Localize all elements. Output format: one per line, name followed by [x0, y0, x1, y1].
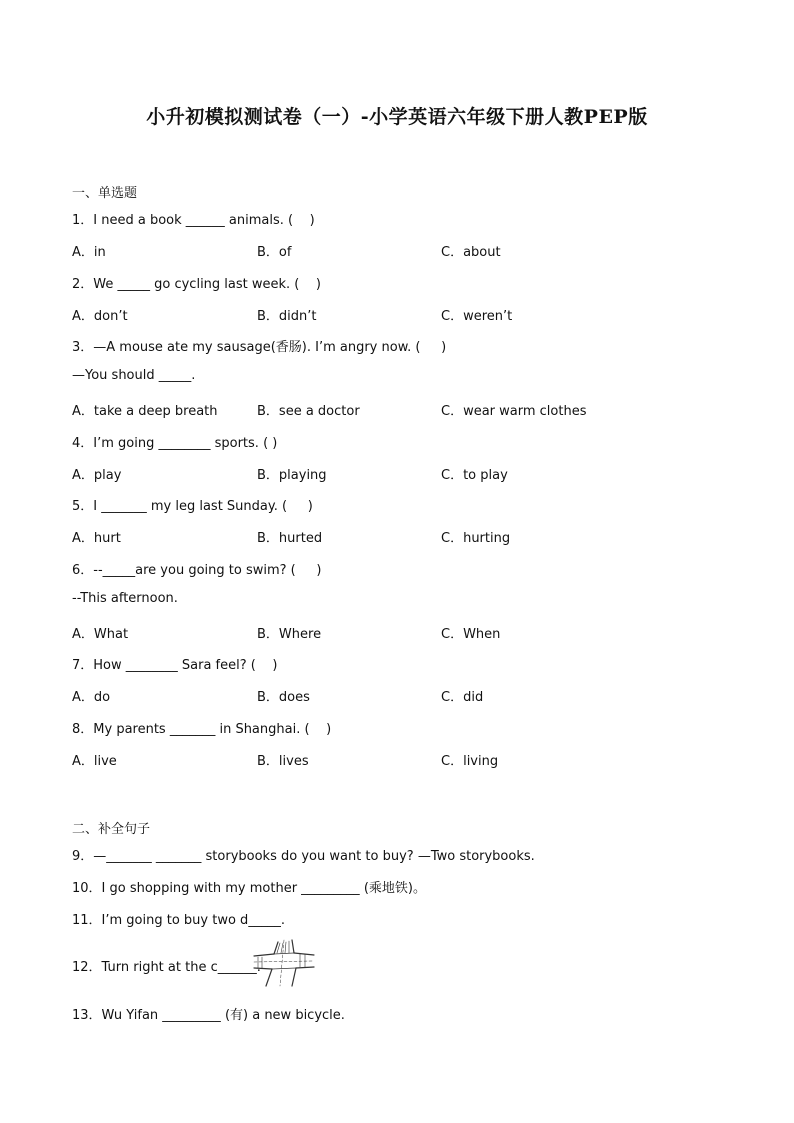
question-10: 10．I go shopping with my mother _________ (乘地铁)。: [72, 881, 426, 896]
q8-option-b: B．lives: [257, 754, 309, 769]
question-9: 9．—_______ _______ storybooks do you want to buy? —Two storybooks.: [72, 849, 535, 864]
question-11: 11．I’m going to buy two d_____.: [72, 913, 285, 928]
question-12: 12．Turn right at the c______.: [72, 960, 261, 975]
q7-option-a: A．do: [72, 690, 111, 705]
question-6: 6．--_____are you going to swim? ( ): [72, 563, 322, 578]
q4-option-c: C．to play: [441, 468, 508, 483]
q4-option-b: B．playing: [257, 468, 327, 483]
question-3-response: —You should _____.: [72, 368, 196, 383]
q5-option-b: B．hurted: [257, 531, 323, 546]
question-2: 2．We _____ go cycling last week. ( ): [72, 277, 321, 292]
page-title: 小升初模拟测试卷（一）-小学英语六年级下册人教PEP版: [146, 106, 648, 128]
question-7: 7．How ________ Sara feel? ( ): [72, 658, 278, 673]
q1-option-c: C．about: [441, 245, 501, 260]
q1-option-a: A．in: [72, 245, 106, 260]
question-13: 13．Wu Yifan _________ (有) a new bicycle.: [72, 1008, 345, 1023]
q6-option-c: C．When: [441, 627, 501, 642]
q3-option-b: B．see a doctor: [257, 404, 360, 419]
question-6-response: --This afternoon.: [72, 591, 178, 606]
q5-option-c: C．hurting: [441, 531, 511, 546]
q4-option-a: A．play: [72, 468, 122, 483]
q7-option-c: C．did: [441, 690, 484, 705]
question-4: 4．I’m going ________ sports. ( ): [72, 436, 278, 451]
q8-option-c: C．living: [441, 754, 499, 769]
q3-option-a: A．take a deep breath: [72, 404, 218, 419]
q7-option-b: B．does: [257, 690, 310, 705]
section-heading-single-choice: 一、单选题: [72, 186, 138, 201]
q2-option-a: A．don’t: [72, 309, 128, 324]
question-1: 1．I need a book ______ animals. ( ): [72, 213, 315, 228]
q2-option-b: B．didn’t: [257, 309, 317, 324]
question-5: 5．I _______ my leg last Sunday. ( ): [72, 499, 313, 514]
q2-option-c: C．weren’t: [441, 309, 513, 324]
question-3: 3．—A mouse ate my sausage(香肠). I’m angry now. ( ): [72, 340, 447, 355]
crossroads-picture: [252, 938, 316, 988]
section-heading-complete-sentences: 二、补全句子: [72, 822, 151, 837]
question-8: 8．My parents _______ in Shanghai. ( ): [72, 722, 332, 737]
q1-option-b: B．of: [257, 245, 292, 260]
q8-option-a: A．live: [72, 754, 117, 769]
q3-option-c: C．wear warm clothes: [441, 404, 587, 419]
q5-option-a: A．hurt: [72, 531, 121, 546]
q6-option-a: A．What: [72, 627, 129, 642]
q6-option-b: B．Where: [257, 627, 322, 642]
